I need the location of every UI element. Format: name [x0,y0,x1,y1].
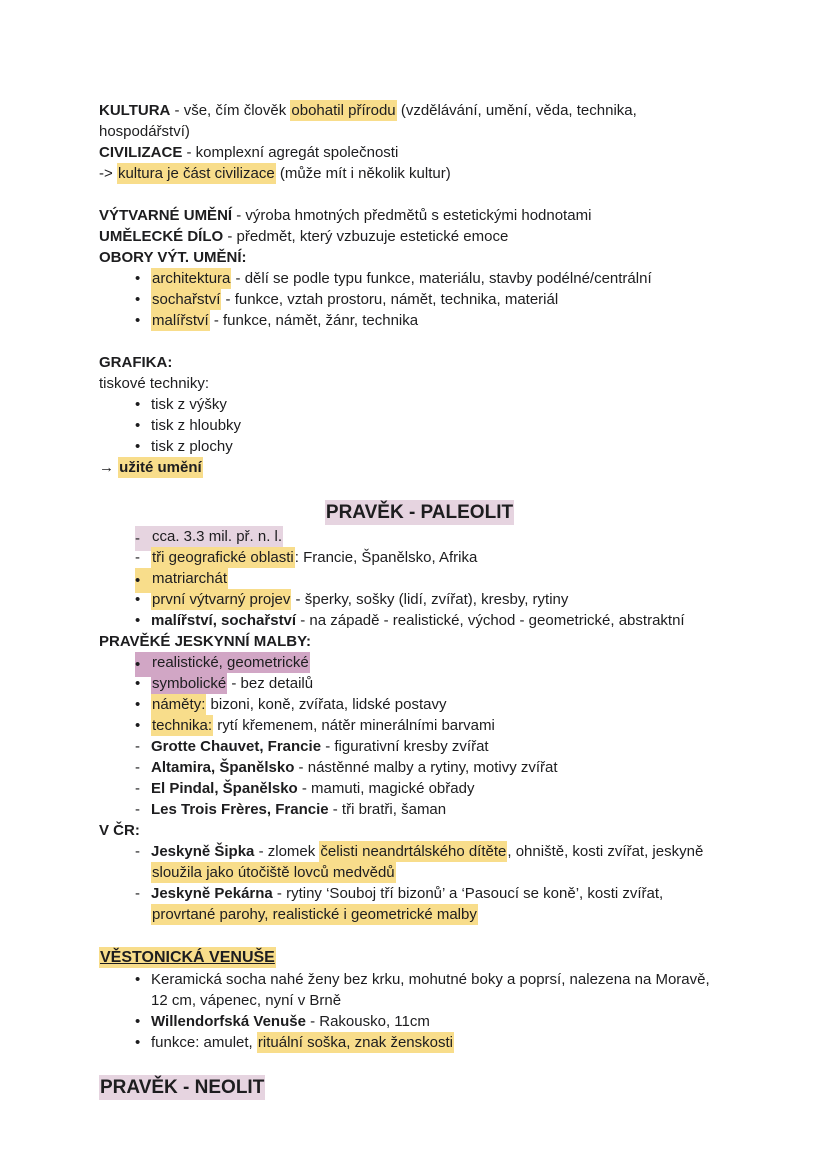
text-run: GRAFIKA: [99,354,173,371]
text-run: technika: [152,717,213,734]
blank-line [99,331,740,352]
text-run: tisk z hloubky [151,417,242,434]
bullet-marker: • [135,270,141,287]
text-run: sloužila jako útočiště lovců medvědů [152,864,395,881]
text-run: cca. 3.3 mil. př. n. l. [152,528,283,545]
blank-line [99,184,740,205]
dash-marker: - [135,738,140,755]
text-run: funkce: amulet, [151,1034,257,1051]
blank-line [99,1053,740,1074]
text-run: (vzdělávání, umění, věda, technika, [396,102,637,119]
line-tri-oblasti [99,547,740,568]
section-heading-neolit [99,1074,740,1101]
line-kultura-cast [99,163,740,184]
blank-line [99,925,740,946]
text-run: Keramická socha nahé ženy bez krku, mohutné boky a poprsí, nalezena na Moravě, [151,971,710,988]
line-obory [99,247,740,268]
text-run: - nástěnné malby a rytiny, motivy zvířat [294,759,558,776]
line-pekarna-wrap [99,904,740,925]
bullet-marker: • [135,417,141,434]
text-run: - dělí se podle typu funkce, materiálu, stavby podélné/centrální [231,270,652,287]
dash-marker: - [135,549,140,566]
text-run: kultura je část civilizace [117,165,275,182]
text-run: Altamira, Španělsko [151,759,295,776]
line-kultura [99,100,740,121]
line-civilizace [99,142,740,163]
text-run: OBORY VÝT. UMĚNÍ: [99,249,247,266]
line-cca [99,526,740,547]
line-vytvarne-umeni [99,205,740,226]
text-run: symbolické [152,675,227,692]
dash-marker: - [135,780,140,797]
text-run: → [99,459,119,476]
text-run: PRAVĚKÉ JESKYNNÍ MALBY: [99,633,311,650]
bullet-marker: • [135,291,141,308]
line-praveke-malby [99,631,740,652]
bullet-marker: • [135,675,141,692]
line-socharstvi [99,289,740,310]
dash-marker: - [135,885,140,902]
bullet-marker: • [135,612,141,629]
dash-marker: - [135,759,140,776]
line-pekarna [99,883,740,904]
text-run: hospodářství) [99,123,190,140]
bullet-marker: • [135,591,141,608]
text-run: tři geografické oblasti [152,549,294,566]
text-run: - komplexní agregát společnosti [182,144,399,161]
line-willendorfska [99,1011,740,1032]
bullet-marker: • [135,438,141,455]
bullet-marker: • [135,396,141,413]
text-run: VÝTVARNÉ UMĚNÍ [99,207,233,224]
text-run: - rytiny ‘Souboj tří bizonů’ a ‘Pasoucí se koně’, kosti zvířat, [272,885,664,902]
bullet-marker: • [135,1013,141,1030]
line-sipka [99,841,740,862]
text-run: malířství [152,312,209,329]
dash-marker: - [135,526,151,551]
line-tisk-hloubky [99,415,740,436]
text-run: sochařství [152,291,221,308]
line-malirstvi [99,310,740,331]
text-run: - funkce, námět, žánr, technika [209,312,419,329]
text-run: - předmět, který vzbuzuje estetické emoce [223,228,509,245]
text-run: - funkce, vztah prostoru, námět, technika, materiál [221,291,559,308]
text-run: užité umění [119,459,202,476]
line-funkce [99,1032,740,1053]
text-run: tisk z plochy [151,438,233,455]
bullet-marker: • [135,1034,141,1051]
line-altamira [99,757,740,778]
text-run: - Rakousko, 11cm [305,1013,430,1030]
line-grotte [99,736,740,757]
text-run: PRAVĚK - PALEOLIT [325,502,514,523]
line-les-trois [99,799,740,820]
text-run: 12 cm, vápenec, nyní v Brně [151,992,342,1009]
text-run: náměty: [152,696,206,713]
text-run: Willendorfská Venuše [151,1013,306,1030]
line-tiskove [99,373,740,394]
text-run: (může mít i několik kultur) [275,165,451,182]
line-keramicka-wrap [99,990,740,1011]
line-matriarchat [99,568,740,589]
dash-marker: - [135,843,140,860]
text-run: realistické, geometrické [152,654,309,671]
line-symbolicke [99,673,740,694]
text-run: Jeskyně Pekárna [151,885,273,902]
bullet-marker: • [135,652,151,677]
text-run: první výtvarný projev [152,591,291,608]
line-realisticke [99,652,740,673]
line-keramicka [99,969,740,990]
text-run: - mamuti, magické obřady [297,780,475,797]
text-run: , ohniště, kosti zvířat, jeskyně [507,843,704,860]
bullet-marker: • [135,717,141,734]
text-run: - na západě - realistické, východ - geometrické, abstraktní [296,612,685,629]
blank-line [99,478,740,499]
line-v-cr [99,820,740,841]
text-run: obohatil přírodu [291,102,396,119]
text-run: provrtané parohy, realistické i geometrické malby [152,906,477,923]
text-run: čelisti neandrtálského dítěte [320,843,507,860]
text-run: Les Trois Frères, Francie [151,801,329,818]
text-run: : Francie, Španělsko, Afrika [294,549,478,566]
text-run: - tři bratři, šaman [328,801,447,818]
text-run: matriarchát [152,570,228,587]
text-run: VĚSTONICKÁ VENUŠE [100,949,275,966]
line-architektura [99,268,740,289]
text-run: architektura [152,270,231,287]
text-run: Jeskyně Šipka [151,843,255,860]
line-malirstvi-socharstvi [99,610,740,631]
text-run: PRAVĚK - NEOLIT [100,1077,265,1098]
line-tisk-vysky [99,394,740,415]
text-run: - bez detailů [227,675,314,692]
line-el-pindal [99,778,740,799]
text-run: V ČR: [99,822,140,839]
text-run: - vše, čím člověk [170,102,291,119]
line-namety [99,694,740,715]
section-heading-vestonicka [99,946,740,969]
text-run: CIVILIZACE [99,144,183,161]
text-run: bizoni, koně, zvířata, lidské postavy [206,696,447,713]
text-run: UMĚLECKÉ DÍLO [99,228,224,245]
text-run: tiskové techniky: [99,375,210,392]
bullet-marker: • [135,696,141,713]
line-umelecke-dilo [99,226,740,247]
line-prvni-projev [99,589,740,610]
text-run: -> [99,165,117,182]
line-grafika [99,352,740,373]
line-uzite-umeni [99,457,740,478]
bullet-marker: • [135,568,151,593]
section-heading-paleolit [99,499,740,526]
text-run: - zlomek [254,843,320,860]
line-sipka-wrap [99,862,740,883]
bullet-marker: • [135,312,141,329]
text-run: - figurativní kresby zvířat [321,738,489,755]
line-kultura-wrap [99,121,740,142]
line-tisk-plochy [99,436,740,457]
bullet-marker: • [135,971,141,988]
text-run: malířství, sochařství [151,612,297,629]
line-technika [99,715,740,736]
text-run: KULTURA [99,102,171,119]
text-run: - výroba hmotných předmětů s estetickými hodnotami [232,207,592,224]
text-run: El Pindal, Španělsko [151,780,298,797]
text-run: - šperky, sošky (lidí, zvířat), kresby, rytiny [291,591,569,608]
text-run: Grotte Chauvet, Francie [151,738,322,755]
text-run: rituální soška, znak ženskosti [257,1034,453,1051]
dash-marker: - [135,801,140,818]
text-run: rytí křemenem, nátěr minerálními barvami [213,717,495,734]
text-run: tisk z výšky [151,396,227,413]
